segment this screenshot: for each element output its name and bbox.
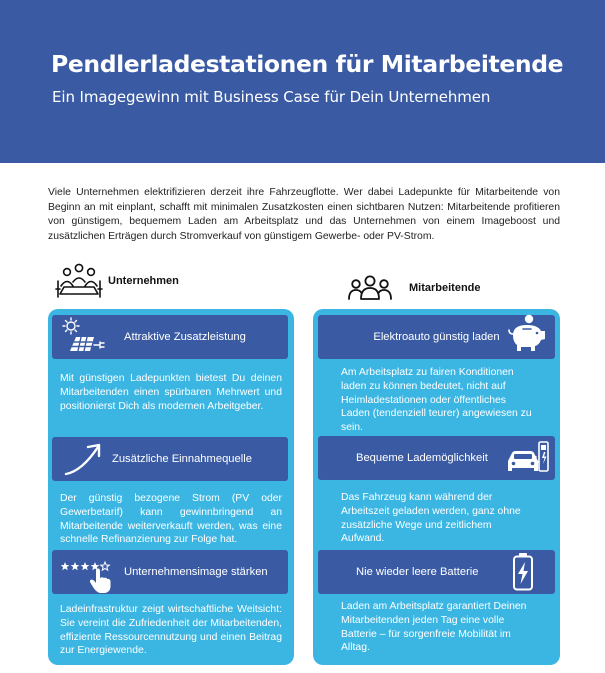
column-heading-label: Mitarbeitende — [409, 282, 481, 294]
feature-description: Mit günstigen Ladepunkten bietest Du deinen Mitarbeitenden einen spürbaren Mehrwert und positionierst Dich als modernen Arbeitgeber. — [60, 373, 282, 412]
feature-title: Elektroauto günstig laden — [373, 331, 500, 343]
column-heading-label: Unternehmen — [108, 275, 179, 287]
feature-description: Der günstig bezogene Strom (PV oder Gewerbetarif) kann gewinnbringend an Mitarbeitende weiterverkauft werden, was eine schnelle Refinanzierung zur Folge hat. — [60, 493, 282, 546]
people-group-icon — [347, 275, 393, 301]
feature-bar-einnahmequelle — [52, 437, 288, 481]
battery-bolt-icon — [509, 550, 537, 594]
feature-bar-unternehmensimage — [52, 550, 288, 594]
feature-title: Attraktive Zusatzleistung — [124, 331, 246, 343]
growth-arrow-icon — [62, 441, 106, 477]
feature-description: Das Fahrzeug kann während der Arbeitszeit geladen werden, ganz ohne zusätzliche Wege und zeitlichem Aufwand. — [341, 492, 521, 545]
car-charger-icon — [505, 434, 551, 478]
page-subtitle: Ein Imagegewinn mit Business Case für Dein Unternehmen — [52, 88, 491, 106]
column-heading-mitarbeitende — [347, 275, 481, 301]
feature-description: Am Arbeitsplatz zu fairen Konditionen laden zu können bedeutet, nicht auf Heimladestationen oder öffentliches Laden (tendenziell teurer) angewiesen zu sein. — [341, 367, 532, 434]
star-rating-hand-icon — [60, 554, 114, 594]
header-banner — [0, 0, 605, 163]
feature-bar-zusatzleistung — [52, 315, 288, 359]
feature-title: Zusätzliche Einnahmequelle — [112, 453, 252, 465]
feature-description: Laden am Arbeitsplatz garantiert Deinen Mitarbeitenden jeden Tag eine volle Batterie – für sorgenfreie Mobilität im Alltag. — [341, 601, 527, 654]
feature-title: Bequeme Lademöglichkeit — [356, 452, 488, 464]
feature-description: Ladeinfrastruktur zeigt wirtschaftliche Weitsicht: Sie vereint die Zufriedenheit der Mitarbeitenden, effiziente Ressourcennutzung und einen Beitrag zur Energiewende. — [60, 604, 282, 657]
intro-paragraph: Viele Unternehmen elektrifizieren derzeit ihre Fahrzeugflotte. Wer dabei Ladepunkte für Mitarbeitende von Beginn an mit einplant, schafft mit minimalen Zusatzkosten einen sichtbaren Nutzen: Mitarbeitende profitieren von günstigem, bequemem Laden am Arbeitsplatz und das Unternehmen von einem Imageboost und zusätzlichen Erträgen durch Stromverkauf von günstigem Gewerbe- oder PV-Strom. — [48, 187, 560, 242]
feature-title: Unternehmensimage stärken — [124, 566, 268, 578]
piggy-bank-icon — [505, 313, 549, 353]
feature-title: Nie wieder leere Batterie — [356, 566, 479, 578]
column-heading-unternehmen — [54, 263, 179, 299]
page-title: Pendlerladestationen für Mitarbeitende — [51, 50, 564, 78]
meeting-table-icon — [54, 263, 104, 299]
solar-panel-plug-icon — [62, 317, 106, 357]
unternehmen-panel — [48, 309, 294, 665]
mitarbeitende-panel — [313, 309, 560, 665]
